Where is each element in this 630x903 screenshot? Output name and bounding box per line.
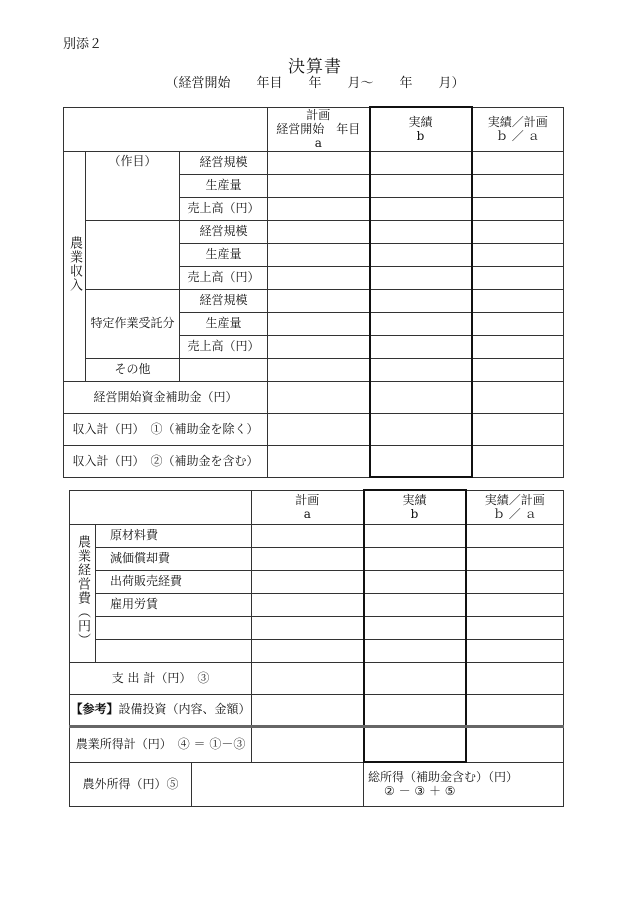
ratio-cell xyxy=(472,266,564,289)
income-total-1-label: 収入計（円） ①（補助金を除く） xyxy=(64,413,268,445)
actual-header-line1: 実績 xyxy=(408,114,433,129)
period-subtitle: （経営開始 年目 年 月～ 年 月） xyxy=(165,76,465,91)
ratio-cell xyxy=(472,197,564,220)
ratio-cell xyxy=(466,524,564,547)
actual-cell xyxy=(364,524,466,547)
plan-cell xyxy=(268,266,370,289)
expense-item-blank xyxy=(96,616,252,639)
plan-cell xyxy=(268,289,370,312)
ratio-cell xyxy=(472,413,564,445)
plan-header-line1: 計画 xyxy=(295,492,320,507)
plan-cell xyxy=(268,413,370,445)
gross-income-line2: ② － ③ ＋ ⑤ xyxy=(384,784,456,799)
ratio-cell xyxy=(472,358,564,381)
income-total-2-label: 収入計（円） ②（補助金を含む） xyxy=(64,445,268,477)
ratio-header-line2: ｂ ／ ａ xyxy=(492,507,537,521)
plan-cell xyxy=(268,312,370,335)
ratio-header-line1: 実績／計画 xyxy=(484,492,545,507)
plan-cell xyxy=(252,639,364,662)
actual-cell xyxy=(370,312,472,335)
plan-column-header xyxy=(252,490,364,524)
ratio-cell xyxy=(466,726,564,762)
expense-item-label: 出荷販売経費 xyxy=(96,570,252,593)
plan-cell xyxy=(268,151,370,174)
crop-label: （作目） xyxy=(86,151,180,220)
expense-item-label: 原材料費 xyxy=(96,524,252,547)
ratio-cell xyxy=(472,289,564,312)
ratio-cell xyxy=(472,335,564,358)
gross-income-line1: 総所得（補助金含む）（円） xyxy=(368,769,519,784)
plan-cell xyxy=(252,593,364,616)
actual-header-line1: 実績 xyxy=(402,492,427,507)
actual-cell xyxy=(364,570,466,593)
row-label: 生産量 xyxy=(180,243,268,266)
crop-blank xyxy=(86,220,180,289)
actual-cell xyxy=(370,413,472,445)
plan-cell xyxy=(268,243,370,266)
non-farm-income-cell xyxy=(192,762,364,806)
row-label: 経営規模 xyxy=(180,289,268,312)
actual-cell xyxy=(364,694,466,726)
actual-cell xyxy=(364,662,466,694)
plan-cell xyxy=(268,381,370,413)
header-blank xyxy=(64,107,268,151)
ratio-header-line2: ｂ ／ ａ xyxy=(495,129,540,144)
plan-cell xyxy=(268,220,370,243)
actual-cell xyxy=(370,381,472,413)
plan-cell xyxy=(252,547,364,570)
row-label: 売上高（円） xyxy=(180,266,268,289)
actual-cell xyxy=(370,243,472,266)
ratio-cell xyxy=(472,381,564,413)
actual-cell xyxy=(364,639,466,662)
plan-cell xyxy=(268,197,370,220)
subsidy-label: 経営開始資金補助金（円） xyxy=(64,381,268,413)
ratio-column-header xyxy=(472,107,564,151)
reference-label xyxy=(70,694,252,726)
ratio-cell xyxy=(472,220,564,243)
contract-work-label: 特定作業受託分 xyxy=(86,289,180,358)
header-blank xyxy=(70,490,252,524)
expense-item-blank xyxy=(96,639,252,662)
gross-income-label xyxy=(364,762,564,806)
row-label: 生産量 xyxy=(180,312,268,335)
actual-cell xyxy=(370,266,472,289)
plan-cell xyxy=(252,524,364,547)
plan-header-line1: 計画 xyxy=(306,107,331,122)
expense-item-label: 雇用労賃 xyxy=(96,593,252,616)
actual-cell xyxy=(364,547,466,570)
expense-table xyxy=(69,489,564,807)
ratio-cell xyxy=(466,593,564,616)
farm-income-total-label: 農業所得計（円） ④ ＝ ①－③ xyxy=(70,726,252,762)
farm-expense-side-label: 農業経営費（円） xyxy=(70,524,96,662)
ratio-cell xyxy=(466,694,564,726)
row-label: 売上高（円） xyxy=(180,197,268,220)
ratio-cell xyxy=(472,445,564,477)
ratio-cell xyxy=(466,570,564,593)
plan-column-header xyxy=(268,107,370,151)
plan-cell xyxy=(268,335,370,358)
actual-cell xyxy=(370,220,472,243)
actual-cell xyxy=(370,358,472,381)
ratio-cell xyxy=(466,662,564,694)
actual-cell xyxy=(370,151,472,174)
ratio-cell xyxy=(466,547,564,570)
plan-header-line2: a xyxy=(303,507,311,521)
other-blank xyxy=(180,358,268,381)
row-label: 売上高（円） xyxy=(180,335,268,358)
plan-cell xyxy=(268,445,370,477)
reference-text: 設備投資（内容、金額） xyxy=(118,702,251,717)
ratio-cell xyxy=(466,639,564,662)
plan-header-line3: a xyxy=(314,136,322,151)
farm-income-side-label: 農業収入 xyxy=(64,151,86,381)
plan-cell xyxy=(252,694,364,726)
expense-item-label: 減価償却費 xyxy=(96,547,252,570)
row-label: 経営規模 xyxy=(180,151,268,174)
ratio-cell xyxy=(466,616,564,639)
actual-cell xyxy=(370,335,472,358)
plan-cell xyxy=(268,358,370,381)
plan-cell xyxy=(252,570,364,593)
row-label: 生産量 xyxy=(180,174,268,197)
ratio-header-line1: 実績／計画 xyxy=(487,114,548,129)
row-label: 経営規模 xyxy=(180,220,268,243)
actual-header-line2: b xyxy=(410,507,419,522)
ratio-cell xyxy=(472,174,564,197)
actual-cell xyxy=(370,289,472,312)
ratio-column-header xyxy=(466,490,564,524)
reference-tag: 【参考】 xyxy=(70,702,119,717)
actual-cell xyxy=(370,445,472,477)
actual-cell xyxy=(370,197,472,220)
other-label: その他 xyxy=(86,358,180,381)
actual-cell xyxy=(364,616,466,639)
ratio-cell xyxy=(472,312,564,335)
plan-cell xyxy=(252,616,364,639)
expense-total-label: 支 出 計（円） ③ xyxy=(70,662,252,694)
actual-column-header xyxy=(370,107,472,151)
actual-column-header xyxy=(364,490,466,524)
plan-header-line2: 経営開始 年目 xyxy=(276,121,361,136)
ratio-cell xyxy=(472,243,564,266)
actual-cell xyxy=(370,174,472,197)
document-title: 決算書 xyxy=(288,57,342,77)
annex-number: 別添２ xyxy=(63,37,103,52)
plan-cell xyxy=(252,662,364,694)
income-table xyxy=(63,106,564,478)
actual-header-line2: b xyxy=(416,129,425,144)
actual-cell xyxy=(364,593,466,616)
ratio-cell xyxy=(472,151,564,174)
plan-cell xyxy=(252,726,364,762)
non-farm-income-label: 農外所得（円）⑤ xyxy=(70,762,192,806)
actual-cell xyxy=(364,726,466,762)
plan-cell xyxy=(268,174,370,197)
